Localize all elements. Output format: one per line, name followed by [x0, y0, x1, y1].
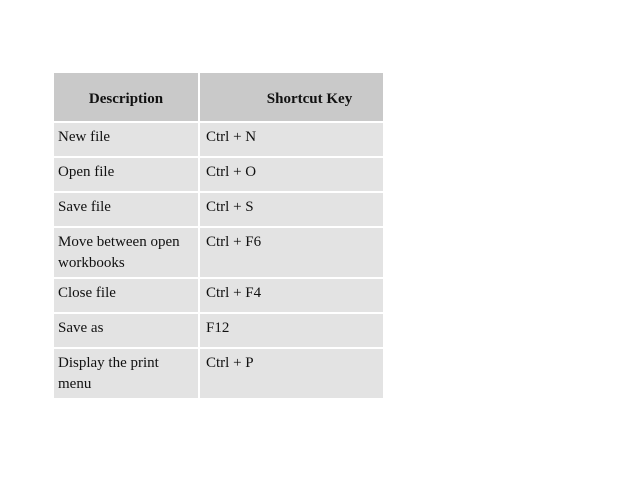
row-description-cell: Move between open workbooks: [54, 227, 199, 278]
table-row: [54, 192, 383, 227]
table-row: [54, 348, 383, 399]
row-shortcut-cell: Ctrl + O: [199, 157, 383, 192]
row-description-cell: Save file: [54, 192, 199, 227]
table-row: [54, 313, 383, 348]
row-shortcut-cell: F12: [199, 313, 383, 348]
row-shortcut-cell: Ctrl + F6: [199, 227, 383, 278]
description-column-header: Description: [54, 73, 199, 122]
table-row: [54, 157, 383, 192]
table-row: [54, 227, 383, 278]
table-row: [54, 122, 383, 157]
row-description-cell: Display the print menu: [54, 348, 199, 399]
row-shortcut-cell: Ctrl + S: [199, 192, 383, 227]
row-description-cell: Close file: [54, 278, 199, 313]
row-shortcut-cell: Ctrl + F4: [199, 278, 383, 313]
row-description-cell: Save as: [54, 313, 199, 348]
row-shortcut-cell: Ctrl + P: [199, 348, 383, 399]
row-shortcut-cell: Ctrl + N: [199, 122, 383, 157]
row-description-cell: New file: [54, 122, 199, 157]
shortcut-column-header: Shortcut Key: [199, 73, 383, 122]
table-header-row: [54, 73, 383, 122]
table-row: [54, 278, 383, 313]
shortcut-table: [54, 73, 383, 400]
row-description-cell: Open file: [54, 157, 199, 192]
